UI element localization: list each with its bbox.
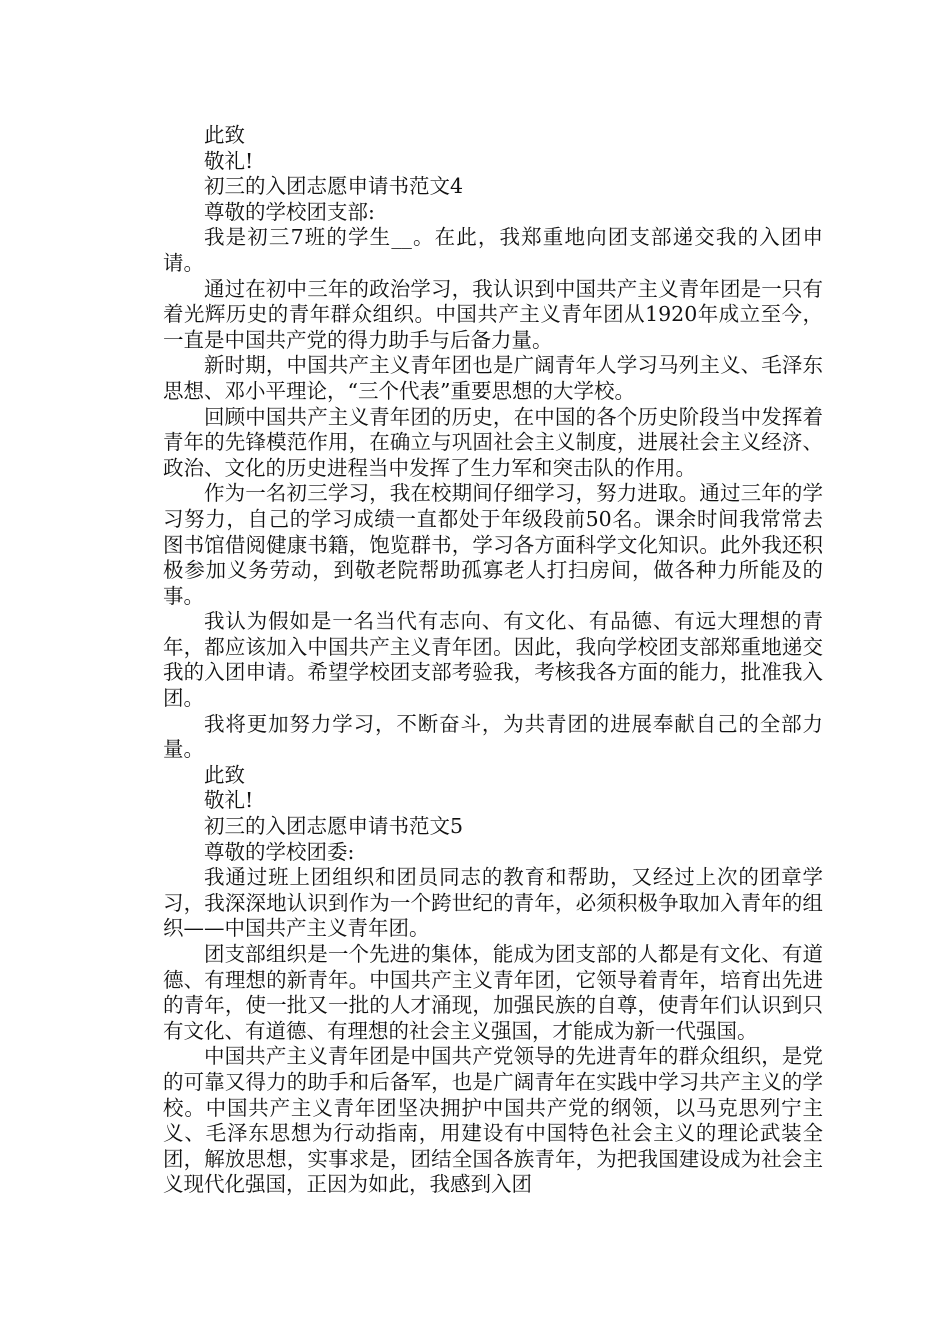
addressee: 尊敬的学校团委:: [204, 839, 355, 864]
section-title: 初三的入团志愿申请书范文5: [204, 814, 464, 839]
body-paragraph: 团支部组织是一个先进的集体，能成为团支部的人都是有文化、有道德、有理想的新青年。中国共产主义青年团，它领导着青年，培育出先进的青年，使一批又一批的人才涌现，加强民族的自尊，使青年们认识到只有文化、有道德、有理想的社会主义强国，才能成为新一代强国。: [163, 942, 823, 1043]
body-paragraph: 通过在初中三年的政治学习，我认识到中国共产主义青年团是一只有着光辉历史的青年群众组织。中国共产主义青年团从1920年成立至今，一直是中国共产党的得力助手与后备力量。: [163, 276, 823, 352]
body-paragraph: 回顾中国共产主义青年团的历史，在中国的各个历史阶段当中发挥着青年的先锋模范作用，在确立与巩固社会主义制度，进展社会主义经济、政治、文化的历史进程当中发挥了生力军和突击队的作用。: [163, 404, 823, 480]
closing-regards: 敬礼!: [204, 148, 254, 173]
closing-salutation: 此致: [204, 762, 245, 787]
closing-salutation: 此致: [204, 123, 245, 147]
addressee: 尊敬的学校团支部:: [204, 199, 375, 224]
section-title: 初三的入团志愿申请书范文4: [204, 174, 464, 199]
body-paragraph: 我将更加努力学习，不断奋斗，为共青团的进展奉献自己的全部力量。: [163, 711, 823, 762]
body-paragraph: 新时期，中国共产主义青年团也是广阔青年人学习马列主义、毛泽东思想、邓小平理论，“三个代表”重要思想的大学校。: [163, 353, 823, 403]
body-paragraph: 我认为假如是一名当代有志向、有文化、有品德、有远大理想的青年，都应该加入中国共产主义青年团。因此，我向学校团支部郑重地递交我的入团申请。希望学校团支部考验我，考核我各方面的能力，批准我入团。: [163, 609, 823, 711]
closing-regards: 敬礼!: [204, 788, 254, 813]
body-paragraph: 中国共产主义青年团是中国共产党领导的先进青年的群众组织，是党的可靠又得力的助手和后备军，也是广阔青年在实践中学习共产主义的学校。中国共产主义青年团坚决拥护中国共产党的纲领，以马克思列宁主义、毛泽东思想为行动指南，用建设有中国特色社会主义的理论武装全团，解放思想，实事求是，团结全国各族青年，为把我国建设成为社会主义现代化强国，正因为如此，我感到入团: [163, 1044, 823, 1197]
body-paragraph: 作为一名初三学习，我在校期间仔细学习，努力进取。通过三年的学习努力，自己的学习成绩一直都处于年级段前50名。课余时间我常常去图书馆借阅健康书籍，饱览群书，学习各方面科学文化知识。此外我还积极参加义务劳动，到敬老院帮助孤寡老人打扫房间，做各种力所能及的事。: [163, 481, 823, 608]
document-body: [163, 123, 823, 1198]
body-paragraph: 我是初三7班的学生__。在此，我郑重地向团支部递交我的入团申请。: [163, 225, 823, 275]
body-paragraph: 我通过班上团组织和团员同志的教育和帮助，又经过上次的团章学习，我深深地认识到作为一个跨世纪的青年，必须积极争取加入青年的组织——中国共产主义青年团。: [163, 865, 823, 941]
